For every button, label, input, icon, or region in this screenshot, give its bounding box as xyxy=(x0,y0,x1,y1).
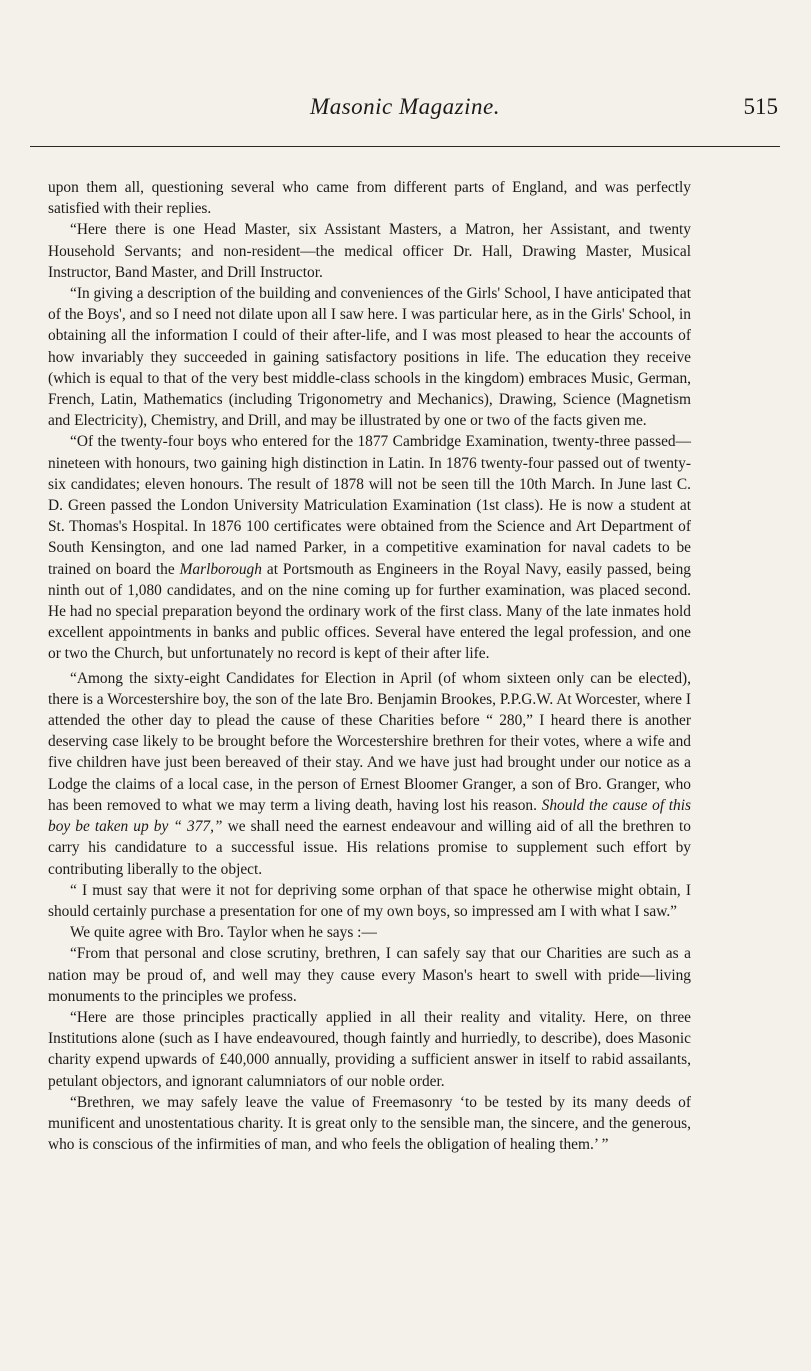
article-body xyxy=(48,177,691,1155)
paragraph-continued: upon them all, questioning several who came from different parts of England, and was perfectly satisfied with their replies. xyxy=(48,179,691,218)
page-number: 515 xyxy=(743,94,778,119)
paragraph-staff: “Here there is one Head Master, six Assistant Masters, a Matron, her Assistant, and twenty Household Servants; and non-resident—the medical officer Dr. Hall, Drawing Master, Musical Instructor, Band Master, and Drill Instructor. xyxy=(48,221,691,281)
paragraph-brethren: “Brethren, we may safely leave the value of Freemasonry ‘to be tested by its many deeds of munificent and unostentatious charity. It is great only to the sensible man, the sincere, and the generous, who is conscious of the infirmities of man, and who feels the obligation of healing them.’ ” xyxy=(48,1093,691,1154)
paragraph-candidates xyxy=(48,668,691,880)
running-title: Masonic Magazine. xyxy=(310,94,500,119)
exam-text-part1: “Of the twenty-four boys who entered for the 1877 Cambridge Examination, twenty-three passed—nineteen with honours, two gaining high distinction in Latin. In 1876 twenty-four passed out of twenty-six candidates; eleven honours. The result of 1878 will not be seen till the 10th March. In June last C. D. Green passed the London University Matriculation Examination (1st class). He is now a student at St. Thomas's Hospital. In 1876 100 certificates were obtained from the Science and Art Department of South Kensington, and one lad named Parker, in a competitive examination for naval cadets to be trained on board the xyxy=(48,433,691,578)
paragraph-presentation: “ I must say that were it not for depriving some orphan of that space he otherwise might obtain, I should certainly purchase a presentation for one of my own boys, so impressed am I with what I saw.” xyxy=(48,881,691,920)
paragraph-agree: We quite agree with Bro. Taylor when he says :— xyxy=(70,924,377,942)
candidates-italic: Should the cause of this boy be taken up by “ 377,” xyxy=(48,796,691,836)
page-header xyxy=(30,94,780,134)
candidates-text-part2: we shall need the earnest endeavour and willing aid of all the brethren to carry his candidature to a successful issue. His relations promise to supplement such effort by contributing liberally to the object. xyxy=(48,818,691,878)
paragraph-examinations xyxy=(48,431,691,664)
paragraph-education: “In giving a description of the building and conveniences of the Girls' School, I have anticipated that of the Boys', and so I need not dilate upon all I saw here. I was particular here, as in the Girls' School, in obtaining all the information I could of their after-life, and I was most pleased to hear the accounts of how invariably they succeeded in gaining satisfactory positions in life. The education they receive (which is equal to that of the very best middle-class schools in the kingdom) embraces Music, German, French, Latin, Mathematics (including Trigonometry and Mechanics), Drawing, Science (Magnetism and Electricity), Chemistry, and Drill, and may be illustrated by one or two of the facts given me. xyxy=(48,285,691,430)
header-rule xyxy=(30,146,780,147)
exam-text-part2: at Portsmouth as Engineers in the Royal Navy, easily passed, being ninth out of 1,080 candidates, and on the nine coming up for further examination, was placed second. He had no special preparation beyond the ordinary work of the first class. Many of the late inmates hold excellent appointments in banks and public offices. Several have entered the legal profession, and one or two the Church, but unfortunately no record is kept of their after life. xyxy=(48,560,691,663)
paragraph-principles: “Here are those principles practically applied in all their reality and vitality. Here, on three Institutions alone (such as I have endeavoured, though faintly and hurriedly, to describe), does Masonic charity expend upwards of £40,000 annually, providing a sufficient answer in itself to rabid assailants, petulant objectors, and ignorant calumniators of our noble order. xyxy=(48,1008,691,1090)
candidates-text-part1: “Among the sixty-eight Candidates for Election in April (of whom sixteen only can be elected), there is a Worcestershire boy, the son of the late Bro. Benjamin Brookes, P.P.G.W. At Worcester, where I attended the other day to plead the cause of these Charities before “ 280,” I heard there is another deserving case likely to be brought before the Worcestershire brethren for their votes, where a wife and five children have just been bereaved of their stay. And we have just had brought under our notice as a Lodge the claims of a local case, in the person of Ernest Bloomer Granger, a son of Bro. Granger, who has been removed to what we may term a living death, having lost his reason. xyxy=(48,669,691,814)
ship-name: Marlborough xyxy=(179,560,262,578)
paragraph-scrutiny: “From that personal and close scrutiny, brethren, I can safely say that our Charities are such as a nation may be proud of, and well may they cause every Mason's heart to swell with pride—living monuments to the principles we profess. xyxy=(48,945,691,1005)
